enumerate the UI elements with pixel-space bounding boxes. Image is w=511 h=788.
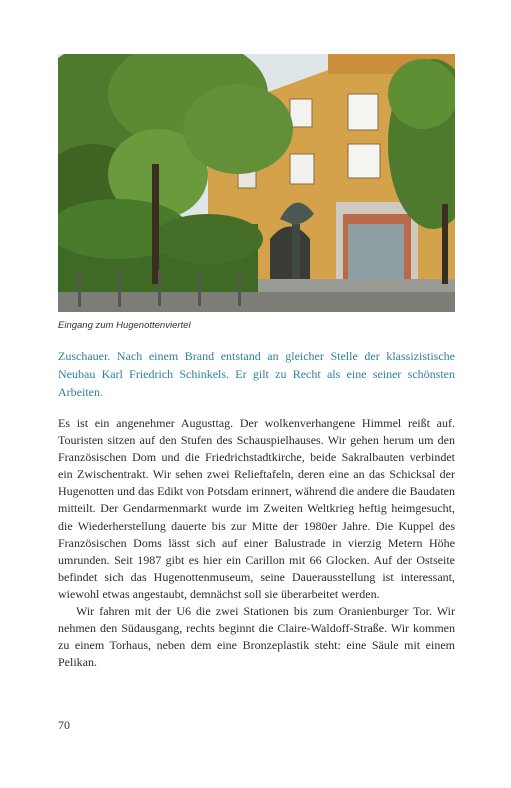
body-text bbox=[58, 415, 455, 671]
page-number: 70 bbox=[58, 718, 70, 732]
highlighted-paragraph: Zuschauer. Nach einem Brand entstand an gleicher Stelle der klassizistische Neubau Karl Friedrich Schinkels. Er gilt zu Recht als eine seiner schönsten Arbeiten. bbox=[58, 349, 455, 399]
photo-courtyard-entrance bbox=[58, 54, 455, 312]
image-caption: Eingang zum Hugenottenviertel bbox=[58, 320, 191, 331]
paragraph: Wir fahren mit der U6 die zwei Stationen bis zum Oranienburger Tor. Wir nehmen den Südausgang, rechts beginnt die Claire-Waldoff-Straße. Wir kommen zu einem Torhaus, neben dem eine Bronzeplastik steht: eine Säule mit einem Pelikan. bbox=[58, 604, 455, 670]
paragraph: Es ist ein angenehmer Augusttag. Der wolkenverhangene Himmel reißt auf. Touristen sitzen auf den Stufen des Schauspielhauses. Wir gehen herum um den Französischen Dom und die Friedrichstadtkirche, beide Sakralbauten verbindet ein Zwischentrakt. Wir sehen zwei Relieftafeln, deren eine an das Schicksal der Hugenotten und das Edikt von Potsdam erinnert, während die andere die Baudaten mitteilt. Der Gendarmenmarkt wurde im Zweiten Weltkrieg heftig heimgesucht, die Wiederherstellung dauerte bis zur Mitte der 1980er Jahre. Die Kuppel des Französischen Doms lässt sich auf einer Balustrade in vierzig Metern Höhe umrunden. Seit 1987 gibt es hier ein Carillon mit 66 Glocken. Auf der Ostseite befindet sich das Hugenottenmuseum, seine Dauerausstellung ist interessant, wiewohl etwas angestaubt, demnächst soll sie überarbeitet werden. bbox=[58, 416, 455, 601]
